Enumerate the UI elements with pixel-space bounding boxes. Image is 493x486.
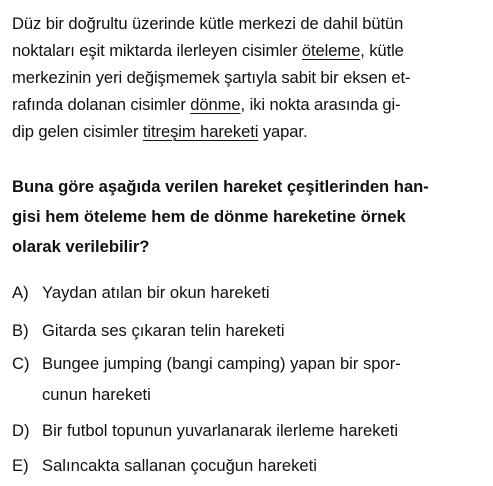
option-letter: E) [12,456,29,475]
question-line: Buna göre aşağıda verilen hareket çeşitlerinden han- [12,177,429,196]
passage-text: , iki nokta arasında gi- [240,95,401,114]
passage-text: rafında dolanan cisimler [12,95,191,114]
passage-line [12,91,484,118]
option-text: Gitarda ses çıkaran telin hareketi [42,321,285,340]
passage-text: , kütle [360,41,404,60]
passage-text: yapar. [258,122,308,141]
option-text: Bungee jumping (bangi camping) yapan bir spor- [42,354,401,373]
passage-line [12,37,484,64]
term-oteleme: öteleme [301,41,361,60]
option-letter: A) [12,283,29,302]
question-line: gisi hem öteleme hem de dönme hareketine örnek [12,207,406,226]
passage-text: dip gelen cisimler [12,122,143,141]
option-letter: C) [12,354,30,373]
option-text-continued: cunun hareketi [42,385,151,404]
option-letter: D) [12,421,30,440]
question-line: olarak verilebilir? [12,237,150,256]
option-letter: B) [12,321,29,340]
term-donme: dönme [190,95,241,114]
term-titresim: titreşim hareketi [142,122,259,141]
option-text: Salıncakta sallanan çocuğun hareketi [42,456,317,475]
question-stem [12,172,484,262]
passage-line: merkezinin yeri değişmemek şartıyla sabit bir eksen et- [12,68,411,87]
passage-line: Düz bir doğrultu üzerinde kütle merkezi de dahil bütün [12,14,404,33]
option-text: Bir futbol topunun yuvarlanarak ilerleme hareketi [42,421,399,440]
info-passage [12,10,484,145]
option-text: Yaydan atılan bir okun hareketi [42,283,270,302]
passage-text: noktaları eşit miktarda ilerleyen cisimler [12,41,302,60]
passage-line [12,118,484,145]
